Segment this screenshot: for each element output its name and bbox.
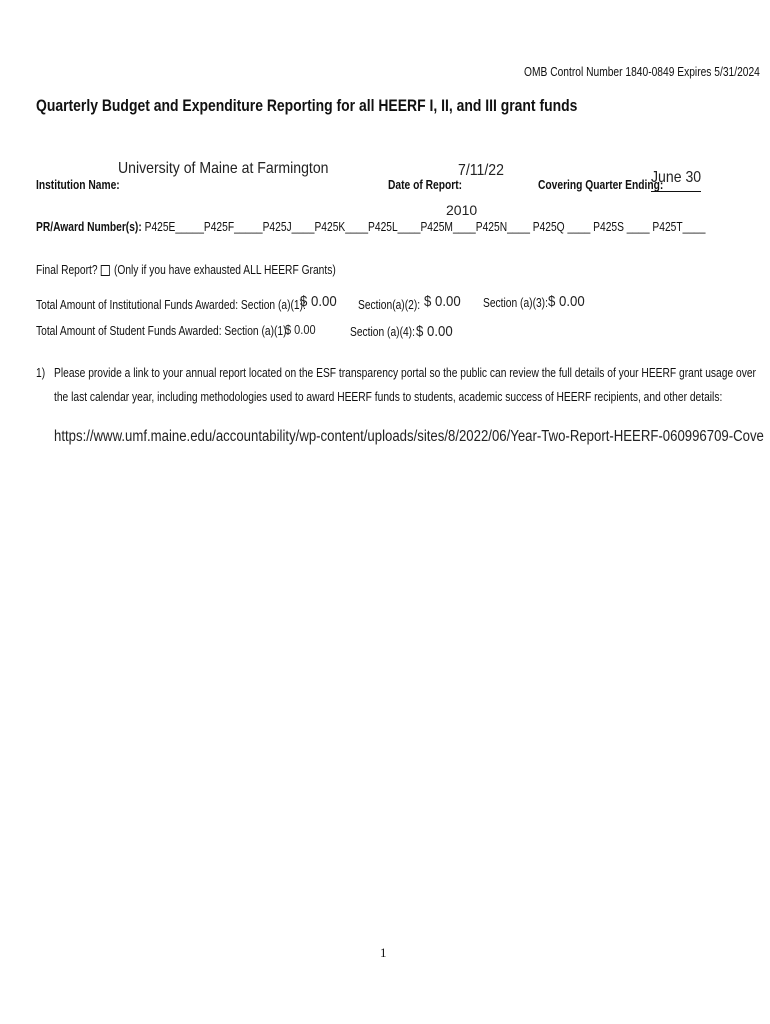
form-title: Quarterly Budget and Expenditure Reporting for all HEERF I, II, and III grant funds xyxy=(36,96,578,115)
date-of-report-field[interactable]: 7/11/22 xyxy=(458,162,504,179)
date-of-report-label: Date of Report: xyxy=(388,178,463,192)
question-number: 1) xyxy=(36,366,46,380)
institution-name-field[interactable]: University of Maine at Farmington xyxy=(118,160,329,177)
question-text-line1: Please provide a link to your annual report located on the ESF transparency portal so the public can review the full details of your HEERF grant usage over xyxy=(54,366,756,380)
section-a4-label: Section (a)(4): xyxy=(350,325,415,339)
institutional-funds-label: Total Amount of Institutional Funds Awarded: Section (a)(1): xyxy=(36,298,306,312)
final-report-label: Final Report? xyxy=(36,263,98,277)
student-funds-field[interactable]: $ 0.00 xyxy=(285,323,316,337)
award-number-row xyxy=(36,220,705,234)
annual-report-link-field[interactable]: https://www.umf.maine.edu/accountability/wp-content/uploads/sites/8/2022/06/Year-Two-Report-HEERF-060996709-Cove xyxy=(54,428,764,445)
question-text-line2: the last calendar year, including methodologies used to award HEERF funds to students, academic success of HEERF recipients, and other details: xyxy=(54,390,723,404)
section-a3-field[interactable]: $ 0.00 xyxy=(548,293,585,310)
final-report-note: (Only if you have exhausted ALL HEERF Grants) xyxy=(113,263,336,277)
institutional-funds-field[interactable]: $ 0.00 xyxy=(300,293,337,310)
covering-quarter-label: Covering Quarter Ending: xyxy=(538,178,664,192)
award-number-list: P425E_____P425F_____P425J____P425K____P425L____P425M____P425N____ P425Q ____ P425S ____ P425T____ xyxy=(144,220,706,234)
final-report-checkbox[interactable] xyxy=(101,265,110,276)
section-a2-label: Section(a)(2): xyxy=(358,298,421,312)
covering-quarter-underline xyxy=(651,191,701,192)
award-number-field[interactable]: 2010 xyxy=(446,202,478,218)
award-number-label: PR/Award Number(s): xyxy=(36,220,142,234)
final-report-row xyxy=(36,263,336,277)
institution-name-label: Institution Name: xyxy=(36,178,120,192)
section-a3-label: Section (a)(3): xyxy=(483,296,548,310)
student-funds-label: Total Amount of Student Funds Awarded: Section (a)(1): xyxy=(36,324,290,338)
omb-control-number: OMB Control Number 1840-0849 Expires 5/31/2024 xyxy=(524,65,760,79)
page-number: 1 xyxy=(380,945,387,960)
section-a4-field[interactable]: $ 0.00 xyxy=(416,323,453,340)
section-a2-field[interactable]: $ 0.00 xyxy=(424,293,461,310)
covering-quarter-field[interactable]: June 30 xyxy=(651,169,702,186)
